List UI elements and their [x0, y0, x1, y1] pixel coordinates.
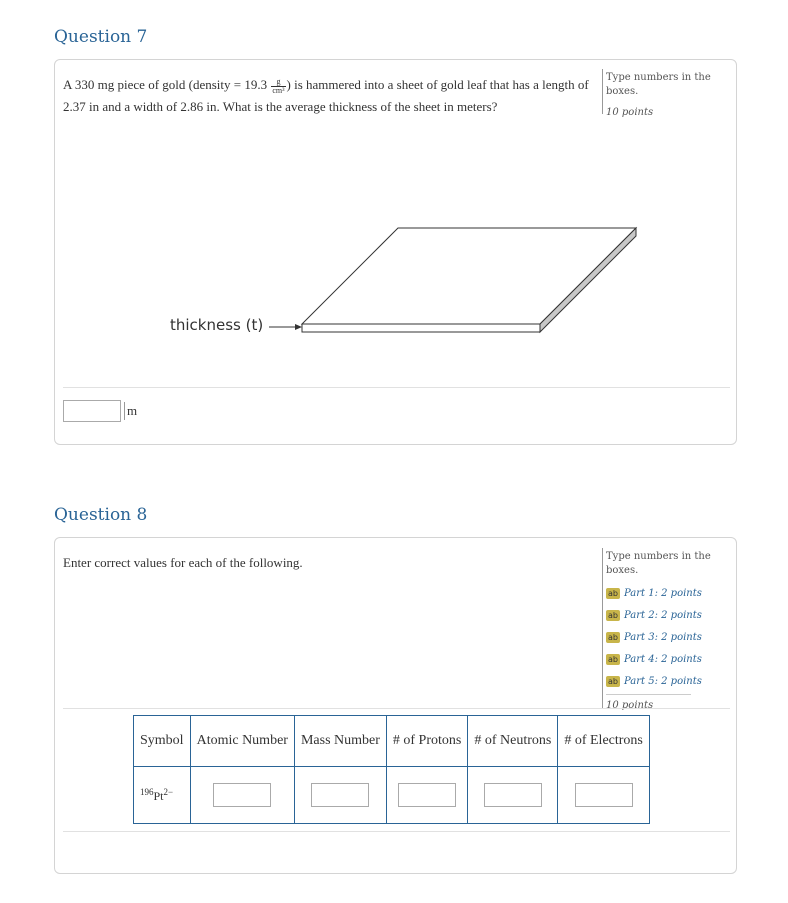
thickness-label: thickness (t) [170, 316, 264, 334]
density-denominator: cm³ [272, 85, 285, 95]
divider [63, 831, 730, 832]
divider [63, 708, 730, 709]
part-label: Part 2: [624, 609, 658, 621]
charge-superscript: 2− [163, 786, 174, 797]
answer-row [63, 400, 137, 422]
edit-icon: ab [606, 588, 620, 599]
edit-icon: ab [606, 676, 620, 687]
part-points: 2 points [661, 675, 702, 687]
part-points: 2 points [661, 609, 702, 621]
part-link-5[interactable] [606, 674, 736, 688]
part-label: Part 5: [624, 675, 658, 687]
question-7-sidebar [602, 69, 736, 118]
part-link-4[interactable] [606, 652, 736, 666]
density-unit-fraction [271, 78, 285, 95]
prompt-text-2: ) is hammered into a sheet of gold leaf that has a length of 2.37 in and a width of 2.86 in. What is the average thickness of the sheet in meters? [63, 77, 589, 114]
part-label: Part 4: [624, 653, 658, 665]
part-link-1[interactable] [606, 586, 736, 600]
atomic-number-cell [190, 767, 294, 824]
header-neutrons: # of Neutrons [468, 716, 558, 767]
instructions-text: Type numbers in the boxes. [606, 72, 711, 97]
gold-sheet-figure [155, 220, 715, 410]
part-label: Part 3: [624, 631, 658, 643]
atomic-number-input[interactable] [213, 783, 271, 807]
prompt-text-1: A 330 mg piece of gold (density = 19.3 [63, 77, 271, 92]
mass-number-input[interactable] [311, 783, 369, 807]
part-points: 2 points [661, 631, 702, 643]
points-text: 10 points [606, 700, 654, 711]
protons-cell [386, 767, 467, 824]
parts-separator [606, 694, 691, 695]
mass-number-cell [294, 767, 386, 824]
part-link-3[interactable] [606, 630, 736, 644]
sheet-top-face [302, 228, 636, 324]
header-mass-number: Mass Number [294, 716, 386, 767]
question-8-card [54, 537, 737, 874]
question-8-sidebar [602, 548, 736, 711]
header-symbol: Symbol [134, 716, 191, 767]
element-symbol: Pt [153, 788, 164, 803]
electrons-input[interactable] [575, 783, 633, 807]
edit-icon: ab [606, 610, 620, 621]
mass-superscript: 196 [140, 786, 154, 797]
part-points: 2 points [661, 587, 702, 599]
instructions-text: Type numbers in the boxes. [606, 551, 711, 576]
header-electrons: # of Electrons [558, 716, 650, 767]
thickness-arrowhead [295, 324, 302, 330]
table-header-row [134, 716, 650, 767]
points-text: 10 points [606, 107, 654, 118]
sheet-front-edge [302, 324, 540, 332]
part-points: 2 points [661, 653, 702, 665]
nuclide-symbol [134, 767, 191, 824]
electrons-cell [558, 767, 650, 824]
nuclide-table [133, 715, 650, 824]
protons-input[interactable] [398, 783, 456, 807]
table-row [134, 767, 650, 824]
neutrons-input[interactable] [484, 783, 542, 807]
question-8-prompt: Enter correct values for each of the following. [63, 555, 303, 570]
question-7-card [54, 59, 737, 445]
edit-icon: ab [606, 654, 620, 665]
question-7-title: Question 7 [54, 27, 148, 47]
thickness-answer-input[interactable] [63, 400, 121, 422]
part-link-2[interactable] [606, 608, 736, 622]
header-atomic-number: Atomic Number [190, 716, 294, 767]
edit-icon: ab [606, 632, 620, 643]
density-numerator: g [271, 78, 285, 87]
answer-unit: m [124, 402, 137, 420]
header-protons: # of Protons [386, 716, 467, 767]
part-label: Part 1: [624, 587, 658, 599]
neutrons-cell [468, 767, 558, 824]
question-8-title: Question 8 [54, 505, 148, 525]
question-7-prompt [63, 74, 603, 118]
divider [63, 387, 730, 388]
